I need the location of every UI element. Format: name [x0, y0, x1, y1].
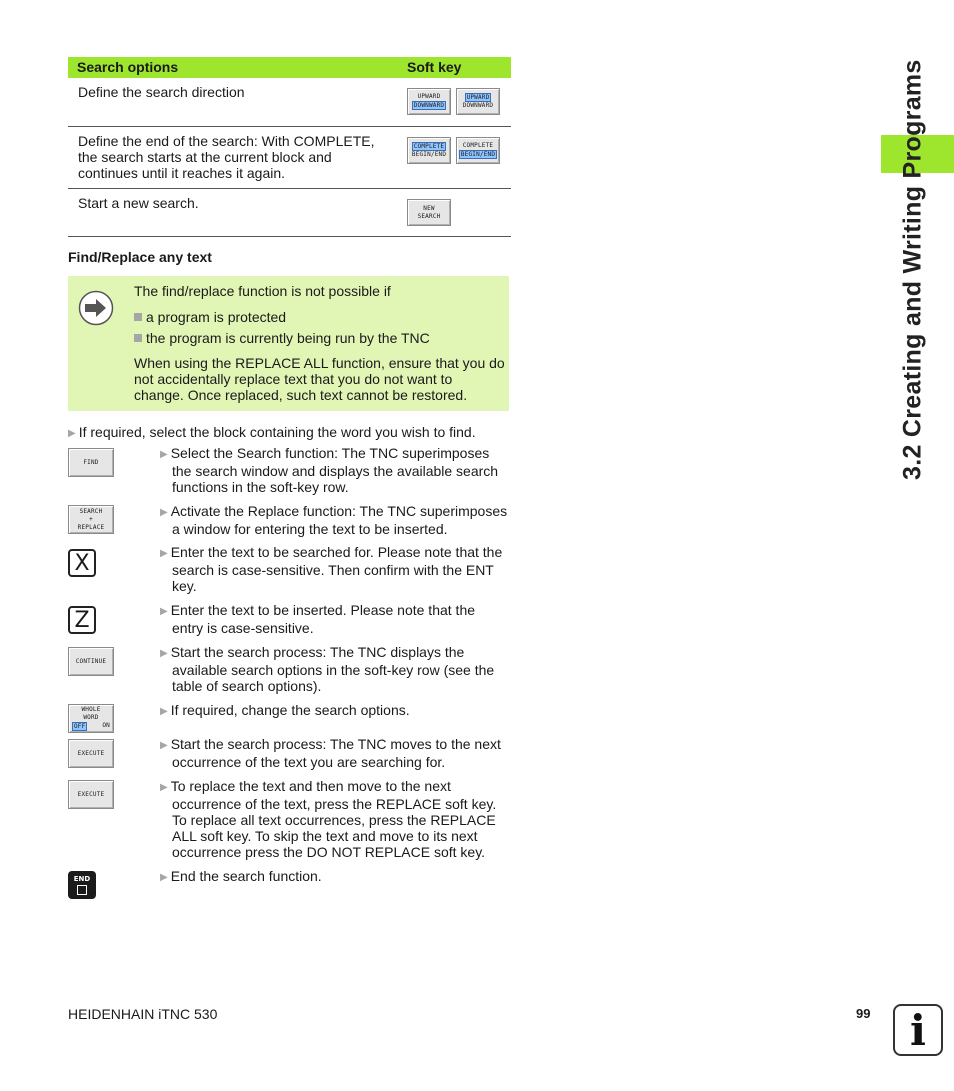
note-intro: The find/replace function is not possible if: [134, 283, 391, 299]
softkey-line: EXECUTE: [77, 790, 105, 798]
step-enter-search-text: [160, 544, 510, 594]
prestep: [68, 424, 508, 442]
whole-word-softkey[interactable]: [68, 704, 114, 733]
table-row: [68, 78, 511, 127]
note-bullet: [134, 309, 506, 325]
footer-product: HEIDENHAIN iTNC 530: [68, 1006, 218, 1022]
step-options: [160, 702, 510, 720]
softkey-line-active: BEGIN/END: [460, 151, 496, 158]
triangle-bullet-icon: ▶: [160, 648, 168, 659]
softkey-line: EXECUTE: [77, 749, 105, 757]
upward-downward-softkey[interactable]: [407, 88, 451, 115]
continue-softkey[interactable]: [68, 647, 114, 676]
header-soft-key: Soft key: [407, 59, 462, 75]
triangle-bullet-icon: ▶: [160, 782, 168, 793]
arrow-right-icon: [78, 290, 114, 326]
softkey-line: DOWNWARD: [462, 102, 494, 109]
execute-softkey[interactable]: [68, 739, 114, 768]
step-text-line: Enter the text to be inserted. Please note that the: [170, 602, 476, 618]
softkey-line-active: COMPLETE: [413, 143, 445, 150]
step-text-line: To replace the text and then move to the next: [170, 778, 451, 794]
note-bullet: [134, 330, 506, 346]
section-title: Find/Replace any text: [68, 249, 212, 265]
step-replace: [160, 503, 510, 537]
softkey-line-active: DOWNWARD: [413, 102, 445, 109]
end-key[interactable]: [68, 871, 96, 899]
row-description: Start a new search.: [78, 195, 199, 211]
toggle-on: ON: [102, 722, 110, 729]
softkey-line: CONTINUE: [75, 657, 107, 665]
triangle-bullet-icon: ▶: [68, 428, 76, 439]
softkey-line: BEGIN/END: [411, 151, 447, 158]
triangle-bullet-icon: ▶: [160, 606, 168, 617]
step-replace-options: [160, 778, 510, 860]
square-icon: [77, 885, 87, 895]
step-text-line: Activate the Replace function: The TNC superimposes: [170, 503, 508, 519]
step-text-rest: occurrence of the text you are searching for.: [172, 754, 446, 770]
search-replace-softkey[interactable]: [68, 505, 114, 534]
triangle-bullet-icon: ▶: [160, 548, 168, 559]
step-text-rest: occurrence of the text, press the REPLACE soft key. To replace all text occurrences, press the REPLACE ALL soft key. To skip the text and move to its next occurrence press the DO NOT REPLACE soft key.: [172, 796, 497, 860]
softkey-line: SEARCH: [79, 507, 103, 515]
step-text-line: Enter the text to be searched for. Please note that the: [170, 544, 503, 560]
step-execute-search: [160, 736, 510, 770]
step-end: [160, 868, 510, 886]
softkey-line: WHOLE: [81, 706, 101, 713]
info-icon: i: [893, 1004, 943, 1056]
step-enter-replace-text: [160, 602, 510, 636]
note-bullet-text: the program is currently being run by the TNC: [146, 330, 430, 346]
triangle-bullet-icon: ▶: [160, 740, 168, 751]
step-text-rest: available search options in the soft-key row (see the table of search options).: [172, 662, 495, 694]
step-text-rest: entry is case-sensitive.: [172, 620, 314, 636]
step-text-line: Select the Search function: The TNC superimposes: [170, 445, 490, 461]
new-search-softkey[interactable]: [407, 199, 451, 226]
step-text-line: Start the search process: The TNC moves to the next: [170, 736, 501, 752]
bullet-square-icon: [134, 313, 142, 321]
z-key[interactable]: Z: [68, 606, 96, 634]
step-text-line: If required, change the search options.: [170, 702, 410, 718]
softkey-line: UPWARD: [417, 93, 441, 100]
softkey-line: SEARCH: [417, 212, 441, 220]
chapter-side-title: 3.2 Creating and Writing Programs: [898, 59, 927, 480]
page-number: 99: [856, 1006, 871, 1021]
triangle-bullet-icon: ▶: [160, 706, 168, 717]
note-box: [68, 276, 509, 411]
softkey-line: REPLACE: [77, 523, 105, 531]
upward-downward-softkey[interactable]: [456, 88, 500, 115]
toggle-row: [72, 722, 110, 731]
step-text-rest: a window for entering the text to be inserted.: [172, 521, 448, 537]
step-continue: [160, 644, 510, 694]
step-find: [160, 445, 510, 495]
softkey-line: FIND: [83, 458, 99, 466]
header-search-options: Search options: [77, 59, 179, 75]
softkey-line: COMPLETE: [462, 142, 494, 149]
softkey-line: +: [89, 515, 93, 523]
complete-begin-end-softkey[interactable]: [456, 137, 500, 164]
bullet-square-icon: [134, 334, 142, 342]
row-description: Define the search direction: [78, 84, 245, 100]
note-warning: When using the REPLACE ALL function, ensure that you do not accidentally replace text that you do not want to change. Once replaced, such text cannot be restored.: [134, 355, 505, 403]
table-row: [68, 127, 511, 189]
row-description: Define the end of the search: With COMPLETE, the search starts at the current block and continues until it reaches it again.: [78, 133, 375, 181]
prestep-text: If required, select the block containing the word you wish to find.: [78, 424, 476, 440]
triangle-bullet-icon: ▶: [160, 872, 168, 883]
softkey-line-active: UPWARD: [466, 94, 490, 101]
step-text-line: End the search function.: [170, 868, 322, 884]
step-text-rest: the search window and displays the available search functions in the soft-key row.: [172, 463, 499, 495]
note-bullet-text: a program is protected: [146, 309, 287, 325]
complete-begin-end-softkey[interactable]: [407, 137, 451, 164]
step-text-line: Start the search process: The TNC displays the: [170, 644, 465, 660]
table-header: [68, 57, 511, 78]
triangle-bullet-icon: ▶: [160, 449, 168, 460]
execute-softkey[interactable]: [68, 780, 114, 809]
table-row: [68, 189, 511, 237]
end-key-label: END: [73, 875, 91, 883]
triangle-bullet-icon: ▶: [160, 507, 168, 518]
find-softkey[interactable]: [68, 448, 114, 477]
step-text-rest: search is case-sensitive. Then confirm with the ENT key.: [172, 562, 494, 594]
toggle-off-active: OFF: [74, 723, 86, 730]
softkey-line: WORD: [83, 714, 99, 721]
softkey-line: NEW: [423, 204, 435, 212]
x-key[interactable]: X: [68, 549, 96, 577]
